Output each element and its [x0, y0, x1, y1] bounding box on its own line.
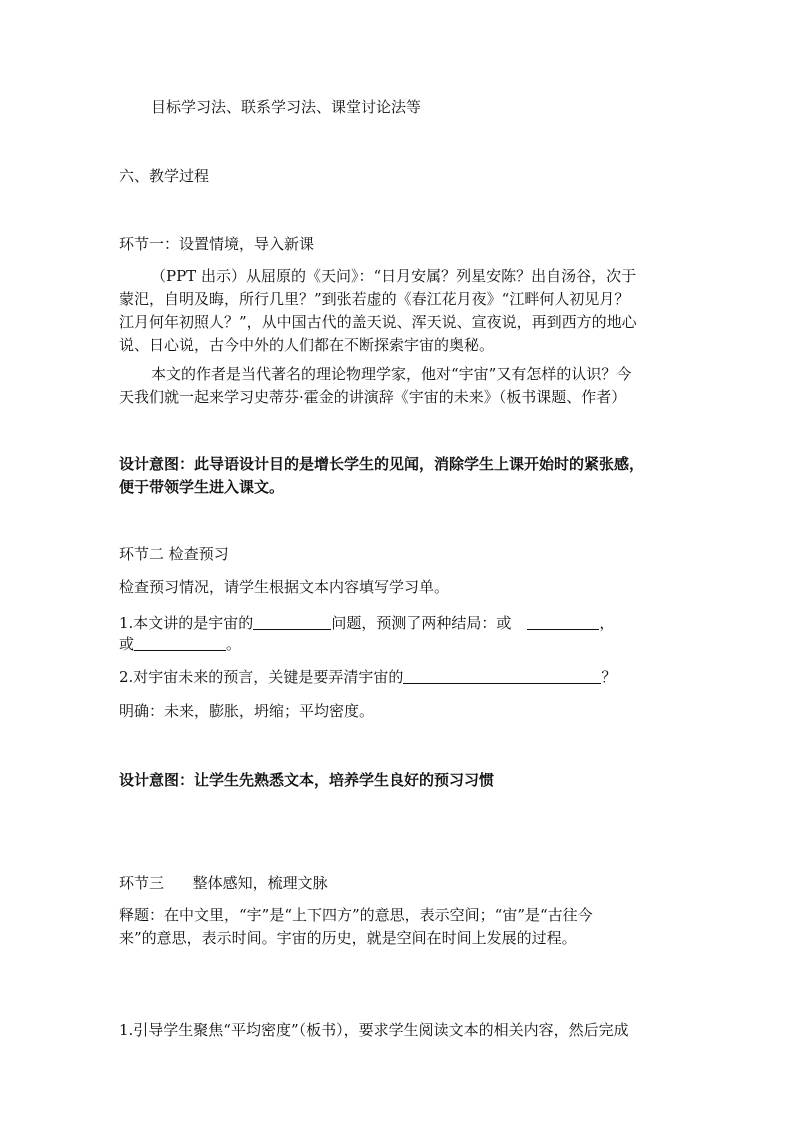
step1-heading: 环节一：设置情境，导入新课: [119, 235, 315, 253]
question-1-blank-3[interactable]: [134, 635, 226, 651]
question-1-text-b: 问题，预测了两种结局：或: [331, 614, 512, 632]
methods-line: 目标学习法、联系学习法、课堂讨论法等: [151, 98, 422, 116]
question-2-text: 2.对宇宙未来的预言，关键是要弄清宇宙的: [119, 668, 404, 686]
step3-heading: 环节三 整体感知，梳理文脉: [119, 874, 328, 892]
step1-para1-line1: （PPT 出示）从屈原的《天问》：“日月安属？列星安陈？出自汤谷，次于: [151, 267, 637, 285]
step1-para2-line1: 本文的作者是当代著名的理论物理学家，他对“宇宙”又有怎样的认识？今: [151, 365, 632, 383]
question-2: [119, 666, 616, 688]
step3-explanation-line2: 来”的意思，表示时间。宇宙的历史，就是空间在时间上发展的过程。: [119, 929, 577, 947]
question-1-line2: [119, 633, 241, 655]
step1-para1-line3: 江月何年初照人？”，从中国古代的盖天说、浑天说、宣夜说，再到西方的地心: [119, 313, 637, 331]
step1-para1-line4: 说、日心说，古今中外的人们都在不断探索宇宙的奥秘。: [119, 336, 495, 354]
question-2-blank[interactable]: [403, 668, 601, 684]
step2-design-intent: 设计意图：让学生先熟悉文本，培养学生良好的预习习惯: [119, 771, 495, 789]
question-1-blank-1[interactable]: [253, 614, 331, 630]
step3-item1: 1.引导学生聚焦“平均密度”（板书），要求学生阅读文本的相关内容，然后完成: [119, 1021, 629, 1039]
section-heading-teaching-process: 六、教学过程: [119, 167, 210, 185]
question-1-text-e: 。: [226, 635, 242, 653]
question-2-end: ？: [601, 668, 617, 686]
step1-design-intent-line1: 设计意图：此导语设计目的是增长学生的见闻，消除学生上课开始时的紧张感，: [119, 455, 645, 473]
question-1-blank-2[interactable]: [527, 614, 599, 630]
step2-answer: 明确：未来，膨胀，坍缩；平均密度。: [119, 702, 375, 720]
step1-design-intent-line2: 便于带领学生进入课文。: [119, 478, 285, 496]
step1-para2-line2: 天我们就一起来学习史蒂芬·霍金的讲演辞《宇宙的未来》（板书课题、作者）: [119, 388, 627, 406]
question-1-text-a: 1.本文讲的是宇宙的: [119, 614, 254, 632]
question-1-text-d: 或: [119, 635, 135, 653]
step1-para1-line2: 蒙汜，自明及晦，所行几里？”到张若虚的《春江花月夜》“江畔何人初见月？: [119, 290, 630, 308]
question-1-line1: [119, 612, 614, 634]
step2-instruction: 检查预习情况，请学生根据文本内容填写学习单。: [119, 578, 450, 596]
step2-heading: 环节二 检查预习: [119, 545, 229, 563]
question-1-text-c: ，: [599, 614, 615, 632]
step3-explanation-line1: 释题：在中文里，“宇”是“上下四方”的意思，表示空间；“宙”是“古往今: [119, 906, 593, 924]
